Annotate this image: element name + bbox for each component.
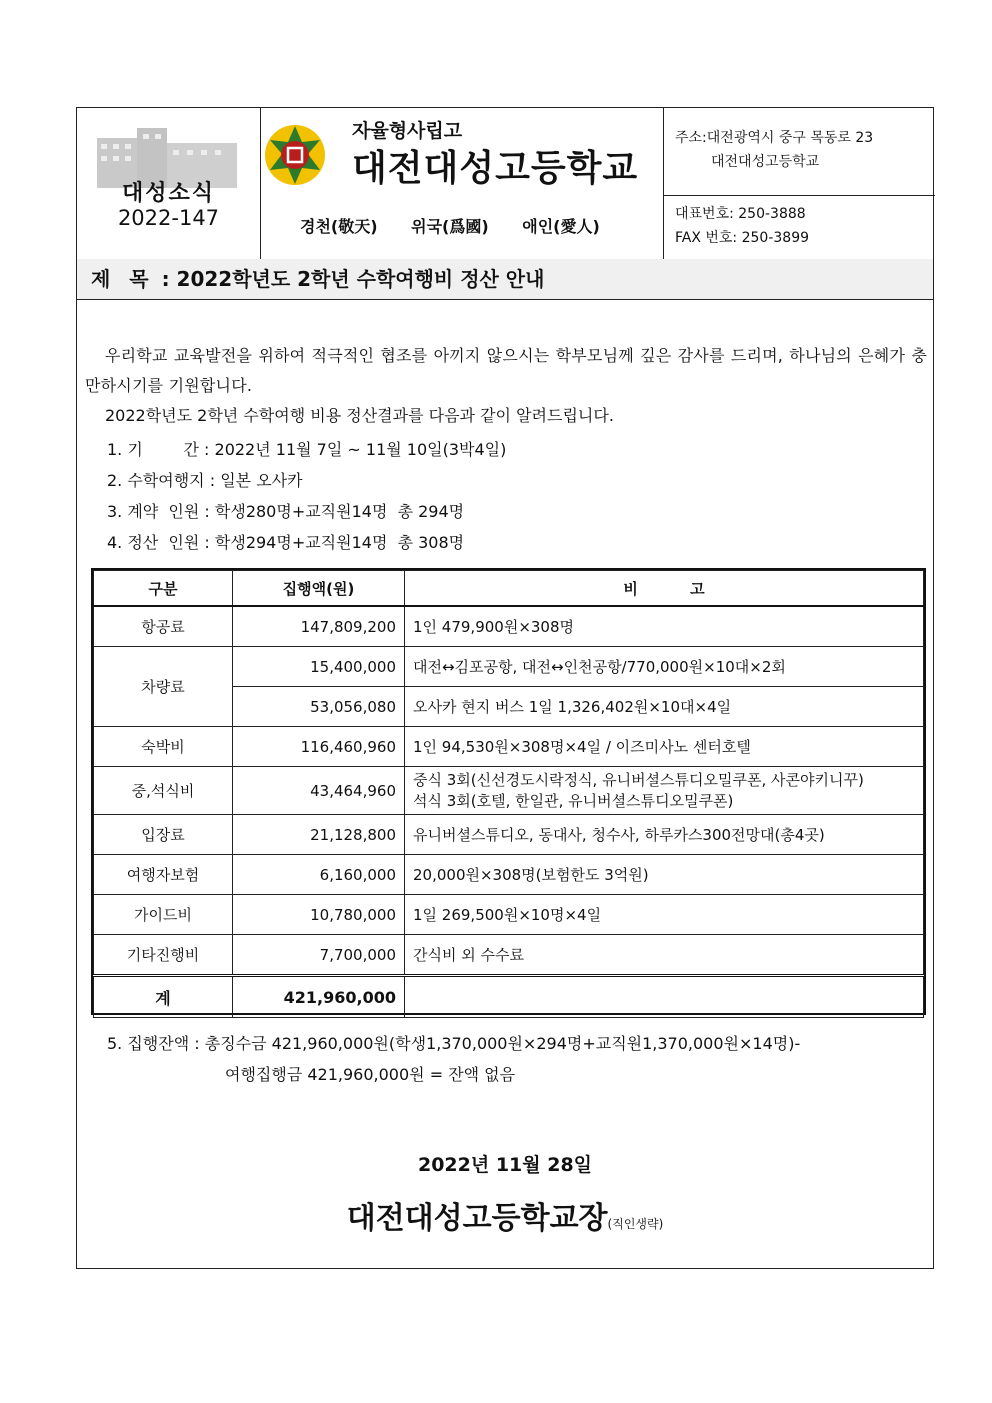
school-type: 자율형사립고: [352, 120, 463, 142]
total-amount: 421,960,000: [233, 976, 405, 1018]
balance-line: 여행집행금 421,960,000원 = 잔액 없음: [225, 1065, 516, 1084]
school-emblem-icon: [260, 120, 330, 190]
note-line: 중식 3회(신선경도시락정식, 유니버셜스튜디오밀쿠폰, 사콘야키니꾸): [413, 770, 864, 789]
motto-item: 위국(爲國): [411, 217, 489, 236]
issue-date: 2022년 11월 28일: [417, 1154, 593, 1176]
cell-amount: 43,464,960: [233, 767, 405, 815]
total-label: 계: [94, 976, 233, 1018]
cell-category: 입장료: [94, 815, 233, 855]
intro: [85, 341, 927, 431]
cell-category: 중,석식비: [94, 767, 233, 815]
balance-line: 5. 집행잔액 : 총징수금 421,960,000원(학생1,370,000원×294명+교직원1,370,000원×14명)-: [107, 1034, 801, 1053]
cell-category: 여행자보험: [94, 855, 233, 895]
detail-item: 2. 수학여행지 : 일본 오사카: [107, 471, 303, 490]
intro-paragraph: 2022학년도 2학년 수학여행 비용 정산결과를 다음과 같이 알려드립니다.: [105, 406, 614, 425]
header-amount: 집행액(원): [233, 571, 405, 607]
cell-category: 가이드비: [94, 895, 233, 935]
table-row: [94, 935, 924, 976]
cell-note: [405, 767, 924, 815]
motto-item: 경천(敬天): [300, 217, 378, 236]
cell-category: 차량료: [94, 647, 233, 727]
header-category: 구분: [94, 571, 233, 607]
cell-note: 대전↔김포공항, 대전↔인천공항/770,000원×10대×2회: [405, 647, 924, 687]
seal-note: (직인생략): [607, 1217, 664, 1231]
subject-label: 제 목: [91, 267, 155, 291]
newsletter-number: 2022-147: [117, 206, 220, 230]
table-row: [94, 727, 924, 767]
cell-note: 간식비 외 수수료: [405, 935, 924, 976]
table-row: [94, 855, 924, 895]
cell-note: 1인 94,530원×308명×4일 / 이즈미사노 센터호텔: [405, 727, 924, 767]
table-row: [94, 767, 924, 815]
motto-item: 애인(愛人): [522, 217, 600, 236]
school-name: 대전대성고등학교: [352, 148, 639, 189]
letterhead: [77, 108, 933, 260]
detail-item: 1. 기 간 : 2022년 11월 7일 ~ 11월 10일(3박4일): [107, 440, 507, 459]
cell-amount: 6,160,000: [233, 855, 405, 895]
subject-text: : 2022학년도 2학년 수학여행비 정산 안내: [161, 267, 545, 291]
school-motto: [300, 214, 622, 237]
cell-amount: 53,056,080: [233, 687, 405, 727]
table-total-row: [94, 976, 924, 1018]
subject-line: [77, 259, 933, 300]
table-row: [94, 647, 924, 687]
address: [663, 108, 935, 196]
fax-number: FAX 번호: 250-3899: [675, 230, 810, 246]
cell-category: 숙박비: [94, 727, 233, 767]
table-row: [94, 895, 924, 935]
document-frame: [76, 107, 934, 1269]
cell-amount: 116,460,960: [233, 727, 405, 767]
phone-info: [663, 196, 935, 259]
signature: [77, 1193, 933, 1237]
total-note: [405, 976, 924, 1018]
header-note: 비 고: [405, 571, 924, 607]
contact-box: [663, 108, 935, 259]
address-line: 주소:대전광역시 중구 목동로 23: [675, 130, 874, 146]
cell-amount: 15,400,000: [233, 647, 405, 687]
cell-category: 항공료: [94, 606, 233, 647]
cell-note: 20,000원×308명(보험한도 3억원): [405, 855, 924, 895]
detail-item: 3. 계약 인원 : 학생280명+교직원14명 총 294명: [107, 502, 465, 521]
expense-table: [91, 568, 926, 1015]
school-identity: [260, 108, 664, 259]
principal-title: 대전대성고등학교장: [346, 1201, 608, 1236]
cell-amount: 7,700,000: [233, 935, 405, 976]
address-line: 대전대성고등학교: [711, 154, 820, 170]
intro-paragraph: 우리학교 교육발전을 위하여 적극적인 협조를 아끼지 않으시는 학부모님께 깊은 감사를 드리며, 하나님의 은혜가 충만하시기를 기원합니다.: [85, 346, 927, 395]
cell-note: 1인 479,900원×308명: [405, 606, 924, 647]
newsletter-title: 대성소식: [121, 181, 215, 206]
cell-category: 기타진행비: [94, 935, 233, 976]
cell-amount: 10,780,000: [233, 895, 405, 935]
note-line: 석식 3회(호텔, 한일관, 유니버셜스튜디오밀쿠폰): [413, 791, 734, 810]
table-row: [94, 606, 924, 647]
cell-note: 오사카 현지 버스 1일 1,326,402원×10대×4일: [405, 687, 924, 727]
cell-amount: 21,128,800: [233, 815, 405, 855]
cell-note: 유니버셜스튜디오, 동대사, 청수사, 하루카스300전망대(총4곳): [405, 815, 924, 855]
trip-details: [107, 434, 506, 558]
cell-note: 1일 269,500원×10명×4일: [405, 895, 924, 935]
detail-item: 4. 정산 인원 : 학생294명+교직원14명 총 308명: [107, 533, 465, 552]
table-header-row: [94, 571, 924, 607]
balance-summary: [107, 1028, 800, 1090]
newsletter-box: [77, 108, 261, 259]
table-row: [94, 815, 924, 855]
phone-number: 대표번호: 250-3888: [675, 206, 806, 222]
cell-amount: 147,809,200: [233, 606, 405, 647]
